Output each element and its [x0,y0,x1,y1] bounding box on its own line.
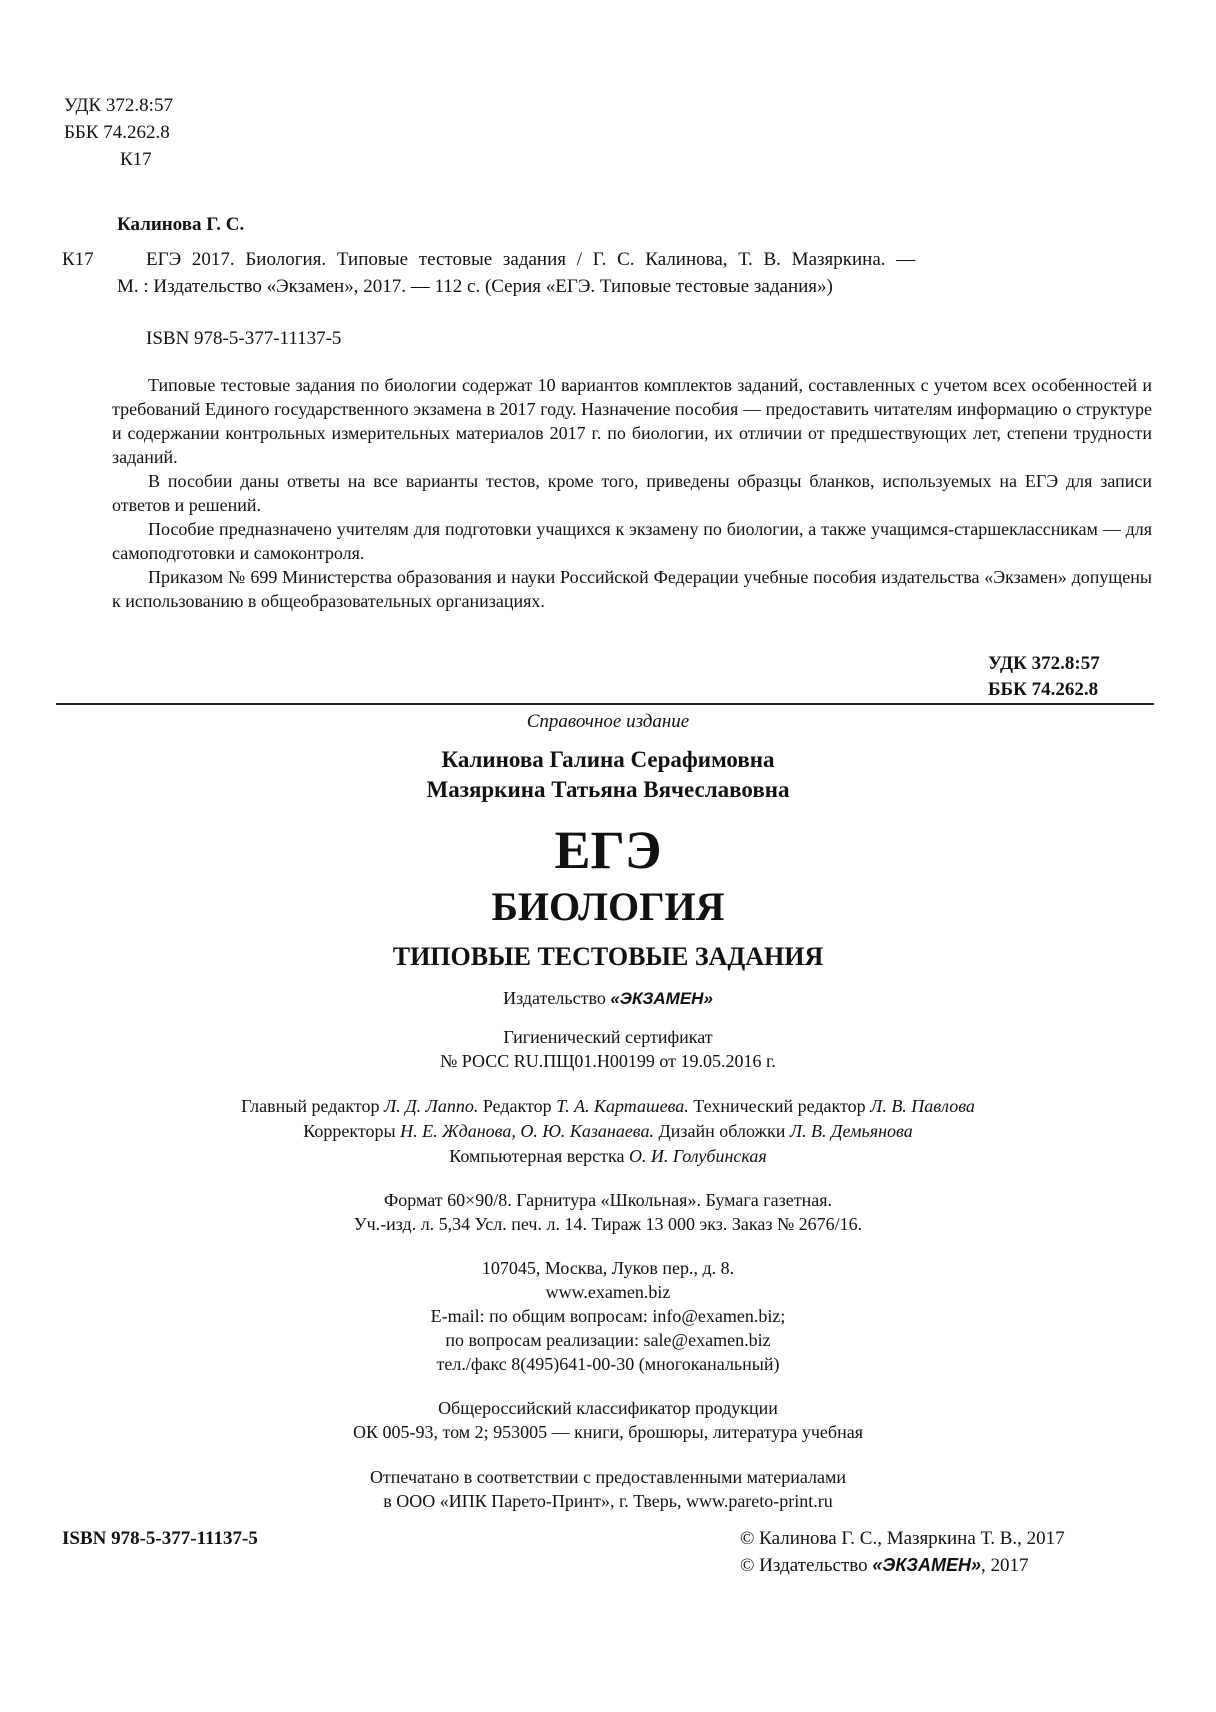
bib-line2: М. : Издательство «Экзамен», 2017. — 112 с. (Серия «ЕГЭ. Типовые тестовые задания») [117,276,833,297]
top-author-mark: К17 [120,149,152,170]
format-line1: Формат 60×90/8. Гарнитура «Школьная». Бумага газетная. [384,1190,832,1210]
editor: Т. А. Карташева. [556,1096,689,1116]
layout-artist: О. И. Голубинская [628,1146,767,1166]
format-line2: Уч.-изд. л. 5,34 Усл. печ. л. 14. Тираж 13 000 экз. Заказ № 2676/16. [353,1214,863,1234]
annotation [112,373,1152,613]
title-subject: БИОЛОГИЯ [491,884,725,929]
bib-isbn: ISBN 978-5-377-11137-5 [146,328,342,349]
staff-line3 [0,1144,1216,1168]
annotation-paragraph: Типовые тестовые задания по биологии содержат 10 вариантов комплектов заданий, составленных с учетом всех особенностей и требований Единого государственного экзамена в 2017 году. Назначение пособия — предоставить читателям информацию о структуре и содержании контрольных измерительных материалов 2017 г. по биологии, их отличии от предшествующих лет, степени трудности заданий. [112,375,1152,467]
annotation-paragraph: Пособие предназначено учителям для подготовки учащихся к экзамену по биологии, а также учащимся-старшеклассникам — для самоподготовки и самоконтроля. [112,519,1152,563]
cert-line1: Гигиенический сертификат [503,1027,713,1047]
title-series: ТИПОВЫЕ ТЕСТОВЫЕ ЗАДАНИЯ [392,942,824,971]
cover-label: Дизайн обложки [658,1121,786,1141]
bib-line1: ЕГЭ 2017. Биология. Типовые тестовые задания / Г. С. Калинова, Т. В. Мазяркина. — [146,249,916,270]
chief-editor-label: Главный редактор [241,1096,380,1116]
author-full-2: Мазяркина Татьяна Вячеславовна [426,777,790,802]
cover-designer: Л. В. Демьянова [789,1121,913,1141]
annotation-paragraph: Приказом № 699 Министерства образования и науки Российской Федерации учебные пособия издательства «Экзамен» допущены к использованию в общеобразовательных организациях. [112,567,1152,611]
bib-mark: К17 [62,249,94,270]
footer-isbn: ISBN 978-5-377-11137-5 [62,1528,258,1549]
title-ege: ЕГЭ [554,820,662,880]
staff-line2 [0,1119,1216,1143]
top-udk: УДК 372.8:57 [64,95,173,116]
copyright-suffix: , 2017 [980,1555,1029,1576]
email-sales: по вопросам реализации: sale@examen.biz [445,1330,771,1350]
website: www.examen.biz [545,1282,671,1302]
phone: тел./факс 8(495)641-00-30 (многоканальный) [436,1354,780,1374]
email-general: E-mail: по общим вопросам: info@examen.biz; [430,1306,786,1326]
bib-author-heading: Калинова Г. С. [117,214,245,235]
classifier-line1: Общероссийский классификатор продукции [438,1398,778,1418]
proofreaders: Н. Е. Жданова, О. Ю. Казанаева. [400,1121,654,1141]
author-full-1: Калинова Галина Серафимовна [441,747,775,772]
publisher-name: «ЭКЗАМЕН» [610,989,713,1008]
printed-line2: в ООО «ИПК Парето-Принт», г. Тверь, www.pareto-print.ru [383,1491,833,1511]
copyright-prefix: © Издательство [740,1555,868,1576]
proofreaders-label: Корректоры [303,1121,396,1141]
copyright-publisher-name: «ЭКЗАМЕН» [872,1555,981,1575]
classifier-line2: ОК 005-93, том 2; 953005 — книги, брошюры, литература учебная [353,1422,863,1442]
tech-editor: Л. В. Павлова [870,1096,975,1116]
staff-line1 [0,1094,1216,1118]
publisher-line [0,986,1216,1011]
cert-line2: № РОСС RU.ПЩ01.Н00199 от 19.05.2016 г. [440,1051,776,1071]
edition-type: Справочное издание [526,711,690,732]
chief-editor: Л. Д. Лаппо. [384,1096,479,1116]
publisher-prefix: Издательство [503,988,606,1008]
address: 107045, Москва, Луков пер., д. 8. [481,1258,735,1278]
footer-copyright-authors: © Калинова Г. С., Мазяркина Т. В., 2017 [740,1528,1065,1549]
layout-label: Компьютерная верстка [449,1146,625,1166]
bottom-udk: УДК 372.8:57 [988,653,1100,674]
tech-editor-label: Технический редактор [693,1096,866,1116]
annotation-paragraph: В пособии даны ответы на все варианты тестов, кроме того, приведены образцы бланков, используемых на ЕГЭ для записи ответов и решений. [112,471,1152,515]
editor-label: Редактор [482,1096,552,1116]
top-bbk: ББК 74.262.8 [64,122,170,143]
footer-copyright-publisher [740,1554,1028,1577]
printed-line1: Отпечатано в соответствии с предоставленными материалами [369,1467,847,1487]
bottom-bbk: ББК 74.262.8 [988,679,1099,700]
divider-rule [56,703,1154,705]
